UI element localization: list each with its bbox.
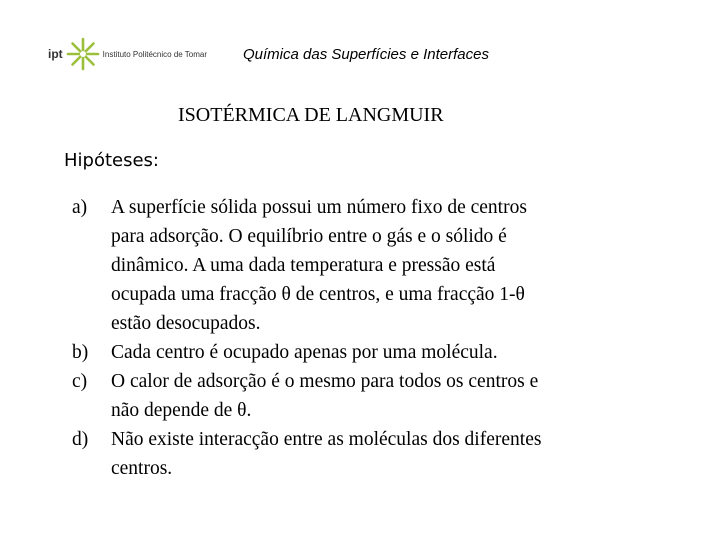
hypothesis-line: não depende de θ. (111, 400, 252, 421)
list-marker: a) (72, 197, 88, 218)
hypotheses-list (72, 193, 692, 483)
list-marker: b) (72, 342, 89, 363)
hypothesis-line: Cada centro é ocupado apenas por uma molécula. (111, 342, 498, 363)
hypothesis-line: O calor de adsorção é o mesmo para todos os centros e (111, 371, 539, 392)
hypotheses-heading: Hipóteses: (64, 150, 160, 171)
list-marker: c) (72, 371, 88, 392)
hypothesis-line: centros. (111, 458, 173, 479)
starburst-logo-icon (66, 37, 100, 71)
hypothesis-line: dinâmico. A uma dada temperatura e pressão está (111, 255, 496, 276)
course-title: Química das Superfícies e Interfaces (243, 46, 489, 63)
slide-title: ISOTÉRMICA DE LANGMUIR (178, 104, 444, 126)
list-marker: d) (72, 429, 89, 450)
hypothesis-a (72, 193, 692, 338)
hypothesis-line: estão desocupados. (111, 313, 261, 334)
hypothesis-c (72, 367, 692, 425)
hypothesis-line: A superfície sólida possui um número fixo de centros (111, 197, 527, 218)
institution-logo (44, 34, 230, 74)
hypothesis-d (72, 425, 692, 483)
hypothesis-line: para adsorção. O equilíbrio entre o gás e o sólido é (111, 226, 507, 247)
hypothesis-b (72, 338, 692, 367)
logo-abbreviation: ipt (48, 47, 63, 61)
hypothesis-line: Não existe interacção entre as moléculas dos diferentes (111, 429, 542, 450)
logo-institution-name: Instituto Politécnico de Tomar (102, 49, 208, 59)
hypothesis-line: ocupada uma fracção θ de centros, e uma fracção 1-θ (111, 284, 525, 305)
